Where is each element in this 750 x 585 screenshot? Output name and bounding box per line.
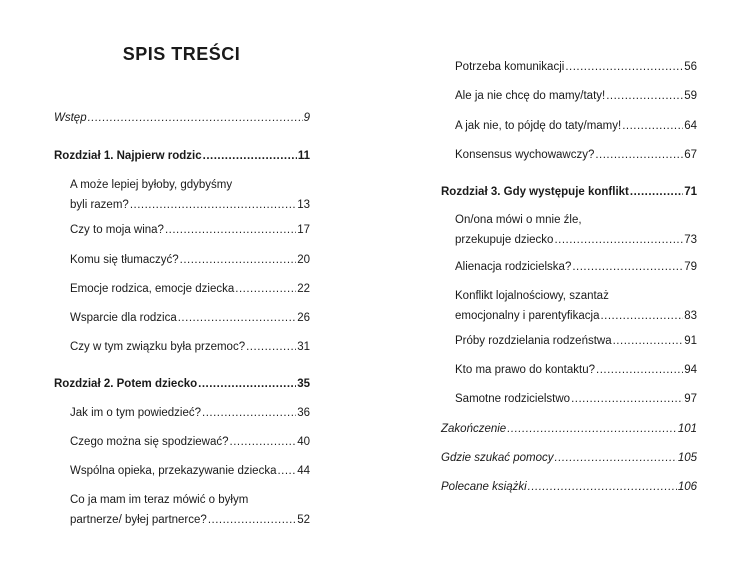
leader-dots: [528, 477, 677, 497]
toc-entry[interactable]: [70, 220, 310, 240]
leader-dots: [613, 331, 684, 351]
toc-entry-books[interactable]: [441, 477, 697, 497]
toc-entry-text: Polecane książki: [441, 481, 527, 493]
toc-entry[interactable]: [455, 257, 697, 277]
toc-entry-intro[interactable]: [54, 108, 310, 128]
toc-entry-page: 105: [677, 452, 697, 464]
toc-entry-page: 31: [297, 341, 310, 353]
toc-entry-page: 91: [684, 335, 697, 347]
leader-dots: [507, 419, 677, 439]
toc-entry-text: Samotne rodzicielstwo: [455, 393, 571, 405]
toc-entry-text: Czy to moja wina?: [70, 224, 164, 236]
toc-entry-text-line1: Konflikt lojalnościowy, szantaż: [455, 290, 609, 302]
toc-entry[interactable]: [455, 210, 697, 250]
toc-entry-page: 26: [297, 312, 310, 324]
toc-entry-page: 67: [684, 149, 697, 161]
toc-entry-text: Rozdział 3. Gdy występuje konflikt: [441, 186, 629, 198]
toc-entry-text: Potrzeba komunikacji: [455, 61, 565, 73]
leader-dots: [600, 306, 683, 326]
toc-entry-text: A jak nie, to pójdę do taty/mamy!: [455, 120, 622, 132]
toc-entry-text: Konsensus wychowawczy?: [455, 149, 595, 161]
toc-entry-text: Rozdział 2. Potem dziecko: [54, 378, 198, 390]
toc-entry-page: 22: [297, 283, 310, 295]
toc-entry[interactable]: [70, 461, 310, 481]
toc-entry[interactable]: [455, 360, 697, 380]
toc-title: SPIS TREŚCI: [122, 44, 241, 64]
toc-entry-text: przekupuje dziecko: [455, 234, 554, 246]
toc-entry-text: Rozdział 1. Najpierw rodzic: [54, 150, 202, 162]
toc-entry-text: Alienacja rodzicielska?: [455, 261, 572, 273]
toc-entry-ending[interactable]: [441, 419, 697, 439]
toc-entry-page: 35: [297, 378, 310, 390]
toc-entry-page: 9: [303, 112, 310, 124]
toc-entry-page: 101: [677, 423, 697, 435]
toc-entry-page: 52: [297, 514, 310, 526]
leader-dots: [277, 461, 296, 481]
toc-entry-text: Czy w tym związku była przemoc?: [70, 341, 246, 353]
leader-dots: [208, 510, 296, 530]
toc-entry-text: Wsparcie dla rodzica: [70, 312, 177, 324]
leader-dots: [630, 182, 683, 202]
toc-entry-page: 97: [684, 393, 697, 405]
leader-dots: [88, 108, 303, 128]
leader-dots: [571, 389, 683, 409]
right-page: [375, 0, 750, 585]
toc-entry[interactable]: [70, 403, 310, 423]
toc-entry-page: 11: [297, 150, 310, 162]
toc-entry-page: 106: [677, 481, 697, 493]
leader-dots: [555, 448, 677, 468]
toc-entry-text: Gdzie szukać pomocy: [441, 452, 554, 464]
leader-dots: [130, 195, 296, 215]
toc-entry-text: Wstęp: [54, 112, 87, 124]
leader-dots: [595, 145, 683, 165]
toc-entry[interactable]: [70, 279, 310, 299]
toc-entry-text: byli razem?: [70, 199, 129, 211]
leader-dots: [622, 116, 683, 136]
toc-entry[interactable]: [70, 337, 310, 357]
toc-entry-page: 59: [684, 90, 697, 102]
leader-dots: [165, 220, 296, 240]
toc-entry-page: 20: [297, 254, 310, 266]
toc-entry[interactable]: [70, 175, 310, 215]
toc-entry[interactable]: [455, 286, 697, 326]
toc-entry[interactable]: [70, 250, 310, 270]
toc-entry[interactable]: [455, 116, 697, 136]
leader-dots: [554, 230, 683, 250]
toc-entry[interactable]: [455, 331, 697, 351]
toc-entry-text: Czego można się spodziewać?: [70, 436, 229, 448]
toc-entry-page: 44: [297, 465, 310, 477]
toc-entry[interactable]: [455, 145, 697, 165]
toc-entry-page: 73: [684, 234, 697, 246]
toc-entry-text-line1: Co ja mam im teraz mówić o byłym: [70, 494, 249, 506]
toc-entry-text: Zakończenie: [441, 423, 507, 435]
toc-entry-help[interactable]: [441, 448, 697, 468]
toc-entry-text: Kto ma prawo do kontaktu?: [455, 364, 595, 376]
toc-entry-text: Próby rozdzielania rodzeństwa: [455, 335, 612, 347]
leader-dots: [230, 432, 297, 452]
toc-entry-page: 83: [684, 310, 697, 322]
toc-entry-text: Ale ja nie chcę do mamy/taty!: [455, 90, 606, 102]
leader-dots: [198, 374, 296, 394]
toc-entry-page: 64: [684, 120, 697, 132]
toc-entry[interactable]: [455, 57, 697, 77]
toc-chapter-2[interactable]: [54, 374, 310, 394]
toc-entry[interactable]: [455, 86, 697, 106]
toc-entry-text: partnerze/ byłej partnerce?: [70, 514, 207, 526]
toc-entry[interactable]: [70, 432, 310, 452]
toc-entry-page: 36: [297, 407, 310, 419]
leader-dots: [596, 360, 683, 380]
toc-entry-page: 71: [684, 186, 697, 198]
toc-entry-text: emocjonalny i parentyfikacja: [455, 310, 600, 322]
toc-chapter-3[interactable]: [441, 182, 697, 202]
toc-entry[interactable]: [70, 308, 310, 328]
leader-dots: [202, 403, 296, 423]
toc-entry-text: Komu się tłumaczyć?: [70, 254, 179, 266]
toc-entry[interactable]: [70, 490, 310, 530]
toc-entry-page: 56: [684, 61, 697, 73]
toc-entry-page: 13: [297, 199, 310, 211]
toc-entry-text: Jak im o tym powiedzieć?: [70, 407, 202, 419]
leader-dots: [565, 57, 683, 77]
leader-dots: [572, 257, 683, 277]
toc-entry-page: 94: [684, 364, 697, 376]
leader-dots: [178, 308, 296, 328]
toc-entry-text-line1: On/ona mówi o mnie źle,: [455, 214, 582, 226]
leader-dots: [235, 279, 296, 299]
toc-entry-page: 17: [297, 224, 310, 236]
leader-dots: [246, 337, 296, 357]
toc-entry-page: 79: [684, 261, 697, 273]
toc-chapter-1[interactable]: [54, 146, 310, 166]
toc-entry-text: Wspólna opieka, przekazywanie dziecka: [70, 465, 277, 477]
toc-entry-page: 40: [297, 436, 310, 448]
leader-dots: [606, 86, 683, 106]
toc-entry-text: Emocje rodzica, emocje dziecka: [70, 283, 235, 295]
toc-entry-text-line1: A może lepiej byłoby, gdybyśmy: [70, 179, 233, 191]
leader-dots: [180, 250, 297, 270]
toc-entry[interactable]: [455, 389, 697, 409]
leader-dots: [203, 146, 297, 166]
